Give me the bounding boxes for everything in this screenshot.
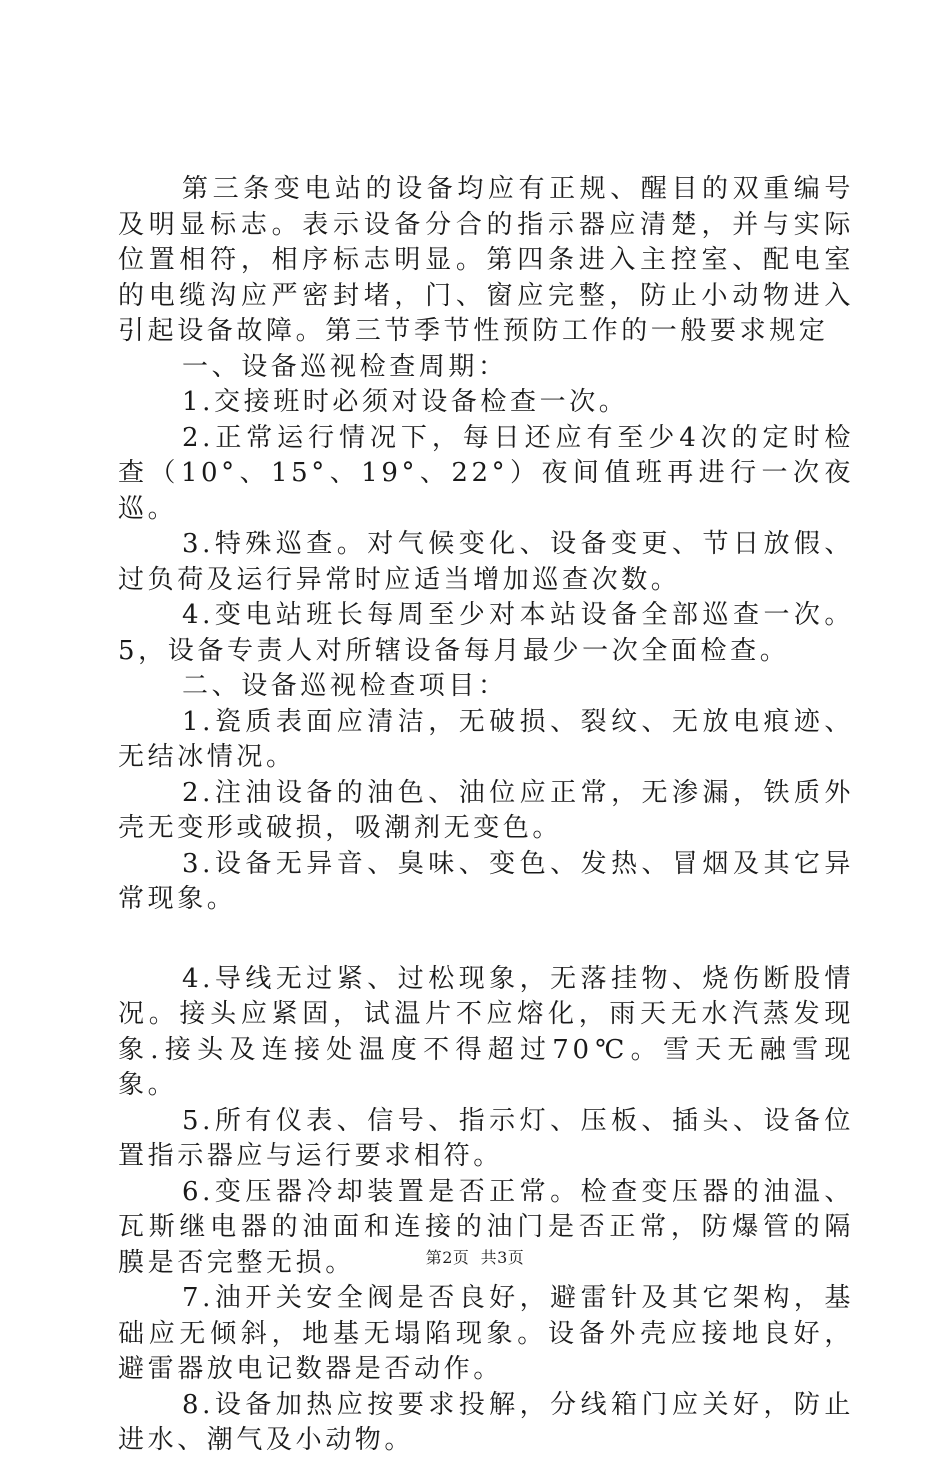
- page-number: 第2页 共3页: [425, 1248, 525, 1267]
- heading-inspection-cycle: 一、设备巡视检查周期：: [182, 351, 508, 382]
- list-item-cycle-4: 4.变电站班长每周至少对本站设备全部巡查一次。5，设备专责人对所辖设备每月最少一次全面检查。: [118, 600, 854, 666]
- list-item-cycle-1: 1.交接班时必须对设备检查一次。: [182, 387, 629, 417]
- list-item-check-3: 3.设备无异音、臭味、变色、发热、冒烟及其它异常现象。: [118, 848, 854, 914]
- list-item-check-6: 6.变压器冷却装置是否正常。检查变压器的油温、瓦斯继电器的油面和连接的油门是否正常，防爆管的隔膜是否完整无损。: [118, 1176, 854, 1278]
- list-item-check-5: 5.所有仪表、信号、指示灯、压板、插头、设备位置指示器应与运行要求相符。: [118, 1105, 854, 1171]
- list-item-check-7: 7.油开关安全阀是否良好，避雷针及其它架构，基础应无倾斜，地基无塌陷现象。设备外壳应接地良好，避雷器放电记数器是否动作。: [118, 1283, 854, 1384]
- list-item-cycle-2: 2.正常运行情况下，每日还应有至少4次的定时检查（10°、15°、19°、22°）夜间值班再进行一次夜巡。: [118, 422, 854, 524]
- paragraph-substation-marking: 第三条变电站的设备均应有正规、醒目的双重编号及明显标志。表示设备分合的指示器应清楚，并与实际位置相符，相序标志明显。第四条进入主控室、配电室的电缆沟应严密封堵，门、窗应完整，防止小动物进入引起设备故障。第三节季节性预防工作的一般要求规定: [118, 174, 854, 346]
- list-item-cycle-3: 3.特殊巡查。对气候变化、设备变更、节日放假、过负荷及运行异常时应适当增加巡查次数。: [118, 529, 854, 595]
- list-item-check-4: 4.导线无过紧、过松现象，无落挂物、烧伤断股情况。接头应紧固，试温片不应熔化，雨天无水汽蒸发现象.接头及连接处温度不得超过70℃。雪天无融雪现象。: [118, 963, 854, 1100]
- heading-inspection-items: 二、设备巡视检查项目：: [182, 671, 508, 701]
- list-item-check-1: 1.瓷质表面应清洁，无破损、裂纹、无放电痕迹、无结冰情况。: [118, 706, 854, 772]
- page-footer: [0, 1245, 950, 1268]
- list-item-check-2: 2.注油设备的油色、油位应正常，无渗漏，铁质外壳无变形或破损，吸潮剂无变色。: [118, 777, 854, 843]
- list-item-check-8: 8.设备加热应按要求投解，分线箱门应关好，防止进水、潮气及小动物。: [118, 1389, 854, 1455]
